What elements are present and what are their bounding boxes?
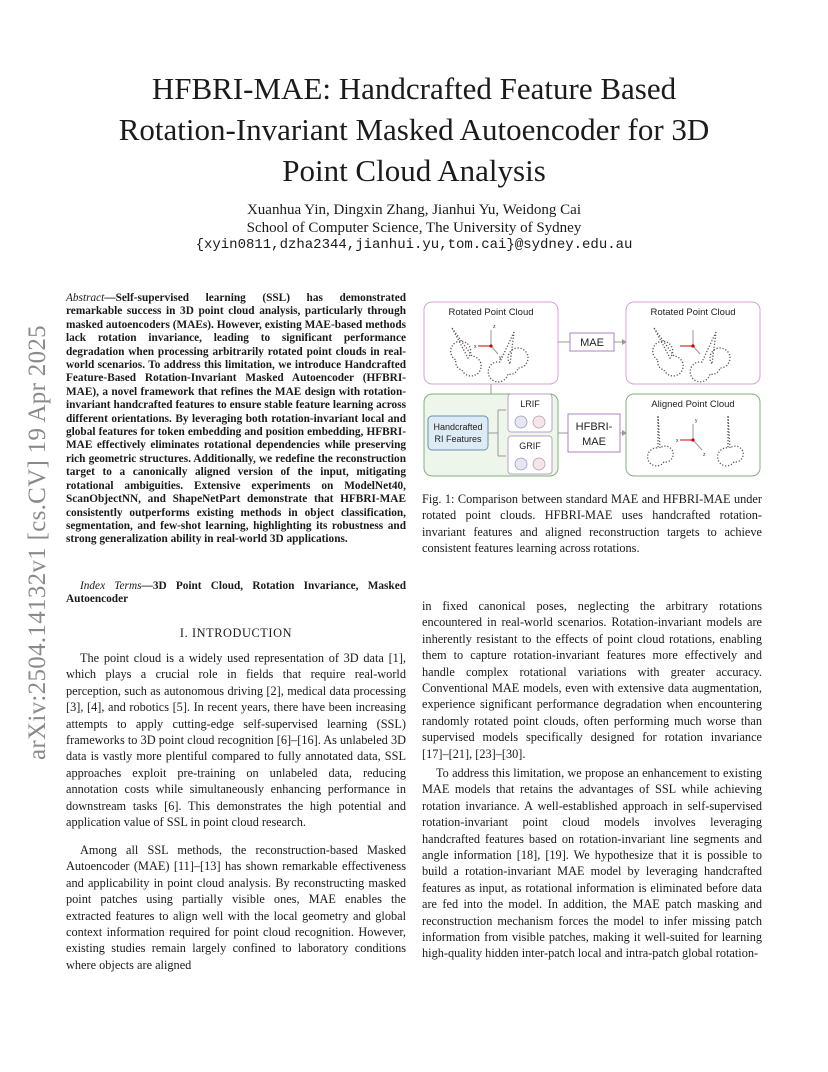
title-line-2: Rotation-Invariant Masked Autoencoder for 3D: [118, 112, 710, 147]
right-paragraph-1-text: in fixed canonical poses, neglecting the arbitrary rotations encountered in real-world scenarios. Rotation-invariant models are inherently resistant to the effects of point cloud rotations, enabling them to capture rotation-invariant features more effectively and handle complex rotational variations with greater accuracy. Conventional MAE models, even with extensive data augmentation, experience significant performance degradation when encountering randomly rotated point clouds, often performing much worse than supervised models specifically designed for rotation invariance [17]–[21], [23]–[30].: [422, 599, 762, 761]
grif-label: GRIF: [519, 441, 541, 451]
grif-glyph-1: [515, 458, 527, 470]
index-terms-text: —3D Point Cloud, Rotation Invariance, Masked Autoencoder: [66, 580, 406, 606]
mae-label: MAE: [580, 337, 604, 349]
abstract-text: —Self-supervised learning (SSL) has demonstrated remarkable success in 3D point cloud analysis, particularly through masked autoencoders (MAEs). However, existing MAE-based methods lack rotation invariance, leading to significant performance degradation when processing arbitrarily rotated point clouds in real-world scenarios. To address this limitation, we introduce Handcrafted Feature-Based Rotation-Invariant Masked Autoencoder (HFBRI-MAE), a novel framework that refines the MAE design with rotation-invariant handcrafted features to ensure stable feature learning across different orientations. By leveraging both rotation-invariant local and global features for token embedding and position embedding, HFBRI-MAE effectively eliminates rotational dependencies while preserving rich geometric structures. Additionally, we redefine the reconstruction target to a canonically aligned version of the input, mitigating rotational ambiguities. Extensive experiments on ModelNet40, ScanObjectNN, and ShapeNetPart demonstrate that HFBRI-MAE consistently outperforms existing methods in object classification, segmentation, and few-shot learning, highlighting its robustness and strong generalization ability in real-world 3D applications.: [66, 292, 406, 546]
section-heading: I. INTRODUCTION: [179, 626, 293, 640]
intro-paragraph-1: [66, 650, 406, 830]
lrif-glyph-1: [515, 416, 527, 428]
rotated-label-right: Rotated Point Cloud: [650, 307, 736, 318]
abstract: [66, 292, 406, 547]
axis-label-x-left: x: [474, 344, 477, 350]
intro-paragraph-1-text: The point cloud is a widely used representation of 3D data [1], which plays a crucial role in fields that require real-world perception, such as autonomous driving [2], medical data processing [3], [4], and robotics [5]. In recent years, there have been increasing attempts to apply cutting-edge self-supervised learning (SSL) frameworks to 3D point cloud recognition [6]–[16]. As unlabeled 3D data is vastly more plentiful compared to fully annotated data, SSL approaches exploit pre-training on unlabeled data, reducing annotation costs while simultaneously enhancing performance in downstream tasks [6]. This demonstrates the high potential and application value of SSL in point cloud research.: [66, 651, 406, 830]
intro-paragraph-2-text: Among all SSL methods, the reconstruction-based Masked Autoencoder (MAE) [11]–[13] has shown remarkable effectiveness and applicability in point cloud analysis. By reconstructing masked point patches using partially visible ones, MAE enables the extracted features to align well with the local geometry and global context information required for point cloud recognition. However, existing studies remain largely confined to laboratory conditions where objects are aligned: [66, 843, 406, 972]
author-emails: {xyin0811,dzha2344,jianhui.yu,tom.cai}@sydney.edu.au: [195, 237, 633, 253]
axis-label-z-aligned: z: [703, 452, 706, 458]
lrif-glyph-2: [533, 416, 545, 428]
axis-label-y-left: y: [499, 355, 502, 361]
handcrafted-label-2: RI Features: [434, 434, 482, 444]
intro-paragraph-2: [66, 842, 406, 973]
author-list: Xuanhua Yin, Dingxin Zhang, Jianhui Yu, Weidong Cai: [246, 202, 582, 218]
grif-glyph-2: [533, 458, 545, 470]
axis-label-y-aligned: y: [695, 418, 698, 424]
figure-caption-text: Fig. 1: Comparison between standard MAE and HFBRI-MAE under rotated point clouds. HFBRI-MAE uses handcrafted rotation-invariant features and aligned reconstruction targets to achieve consistent features learning across rotations.: [422, 492, 762, 556]
lrif-label: LRIF: [520, 399, 540, 409]
index-terms: [66, 580, 406, 607]
arxiv-stamp: arXiv:2504.14132v1 [cs.CV] 19 Apr 2025: [24, 325, 51, 760]
right-paragraph-2-text: To address this limitation, we propose an enhancement to existing MAE models that retains the advantages of SSL while achieving rotation invariance. A well-established approach in self-supervised rotation-invariant point cloud models involves leveraging handcrafted features based on rotation-invariant line segments and angle information [18], [19]. We hypothesize that it is possible to build a rotation-invariant MAE model by leveraging handcrafted features as input, as rotational information is eliminated before data are fed into the model. In addition, the MAE patch masking and reconstruction mechanism forces the model to infer missing patch information from visible patches, making it well-suited for learning high-quality hidden inter-patch local and intra-patch global rotation-: [422, 766, 762, 961]
figure-caption: [422, 491, 762, 557]
paper-title: [60, 68, 768, 191]
abstract-label: Abstract: [66, 292, 105, 304]
axis-label-x-aligned: x: [676, 438, 679, 444]
hfbri-label-2: MAE: [582, 436, 606, 448]
title-line-1: HFBRI-MAE: Handcrafted Feature Based: [151, 71, 677, 106]
aligned-label: Aligned Point Cloud: [651, 399, 735, 410]
right-paragraph-2: [422, 765, 762, 962]
index-terms-label: Index Terms: [80, 580, 142, 592]
rotated-label-left: Rotated Point Cloud: [448, 307, 534, 318]
figure-1: [422, 298, 774, 482]
handcrafted-label-1: Handcrafted: [433, 422, 483, 432]
affiliation: School of Computer Science, The University of Sydney: [246, 220, 582, 236]
hfbri-label-1: HFBRI-: [575, 421, 613, 433]
title-line-3: Point Cloud Analysis: [282, 153, 546, 188]
right-paragraph-1: [422, 598, 762, 762]
axis-label-z-left: z: [493, 324, 496, 330]
